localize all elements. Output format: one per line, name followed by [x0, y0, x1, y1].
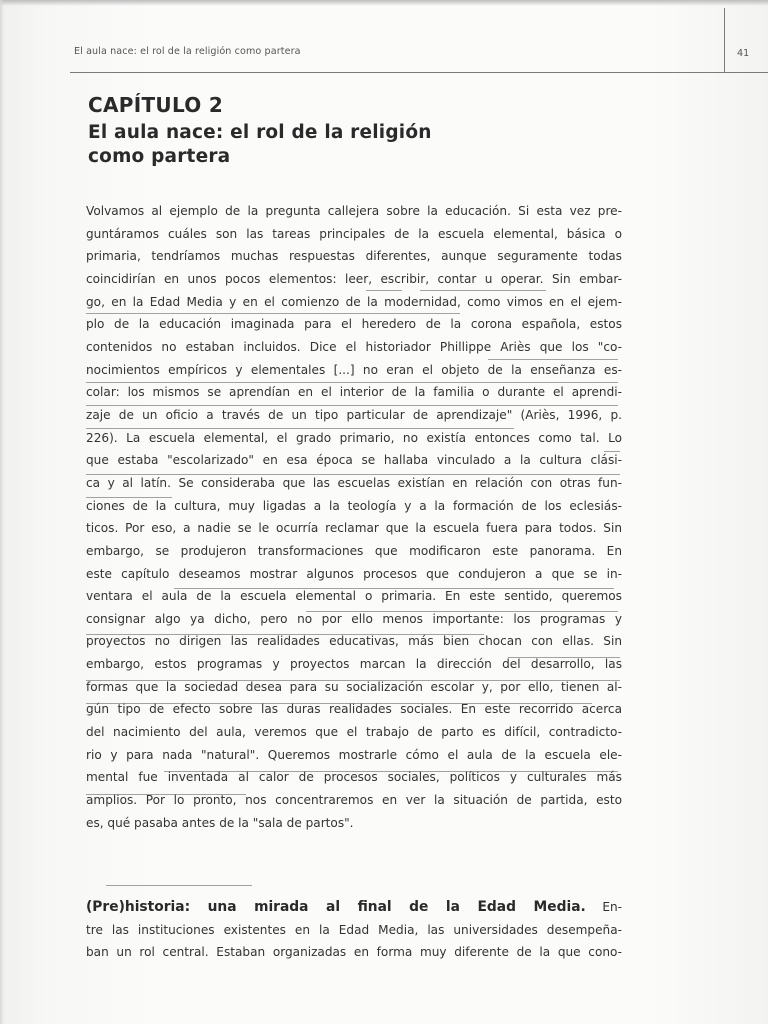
pencil-underline [86, 428, 514, 429]
pencil-underline [86, 703, 592, 704]
body-line: guntáramos cuáles son las tareas principales de la escuela elemental, básica o [86, 226, 622, 241]
page-number: 41 [737, 48, 750, 59]
body-line: formas que la sociedad desea para su socialización escolar y, por ello, tienen al- [86, 679, 622, 694]
section-heading: (Pre)historia: una mirada al final de la Edad Media. [86, 899, 586, 915]
body-line: embargo, estos programas y proyectos marcan la dirección del desarrollo, las [86, 657, 622, 672]
body-line: ciones de la cultura, muy ligadas a la teología y a la formación de los eclesiás- [86, 498, 622, 513]
section-lines [86, 919, 622, 964]
section-line: ban un rol central. Estaban organizadas en forma muy diferente de la que cono- [86, 945, 622, 960]
chapter-label: CAPÍTULO 2 [88, 93, 224, 117]
body-line: plo de la educación imaginada para el heredero de la corona española, estos [86, 317, 622, 332]
body-line: gún tipo de efecto sobre las duras realidades sociales. En este recorrido acerca [86, 702, 622, 717]
body-line: colar: los mismos se aprendían en el interior de la familia o durante el aprendi- [86, 385, 622, 400]
scan-top-shadow [0, 0, 768, 6]
section-paragraph [86, 896, 622, 964]
body-line: nocimientos empíricos y elementales [...] no eran el objeto de la enseñanza es- [86, 362, 622, 377]
body-line: coincidirían en unos pocos elementos: leer, escribir, contar u operar. Sin embar- [86, 271, 622, 286]
pencil-underline [86, 794, 246, 795]
pencil-underline [420, 290, 546, 291]
body-line: proyectos no dirigen las realidades educativas, más bien chocan con ellas. Sin [86, 634, 622, 649]
chapter-title-line-1: El aula nace: el rol de la religión [88, 122, 432, 143]
pencil-underline [174, 588, 614, 589]
body-line: del nacimiento del aula, veremos que el trabajo de parto es difícil, contradicto- [86, 725, 622, 740]
body-line: go, en la Edad Media y en el comienzo de la modernidad, como vimos en el ejem- [86, 294, 622, 309]
body-line: es, qué pasaba antes de la "sala de partos". [86, 815, 354, 830]
pencil-underline [106, 885, 252, 886]
pencil-underline [366, 290, 402, 291]
pencil-underline [164, 771, 618, 772]
running-header: El aula nace: el rol de la religión como partera [74, 46, 301, 57]
body-line: zaje de un oficio a través de un tipo particular de aprendizaje" (Ariès, 1996, p. [86, 407, 622, 422]
body-line: contenidos no estaban incluidos. Dice el historiador Phillippe Ariès que los "co- [86, 339, 622, 354]
header-vertical-rule [724, 8, 725, 72]
body-line: que estaba "escolarizado" en esa época se hallaba vinculado a la cultura clási- [86, 453, 622, 468]
pencil-underline [86, 497, 172, 498]
chapter-title [88, 121, 608, 169]
pencil-underline [86, 405, 618, 406]
body-line: ca y al latín. Se consideraba que las escuelas existían en relación con otras fun- [86, 475, 622, 490]
body-line: ventara el aula de la escuela elemental o primaria. En este sentido, queremos [86, 589, 622, 604]
pencil-underline [86, 313, 460, 314]
body-line: ticos. Por eso, a nadie se le ocurría reclamar que la escuela fuera para todos. Sin [86, 521, 622, 536]
pencil-underline [488, 359, 618, 360]
pencil-underline [86, 634, 484, 635]
chapter-title-line-2: como partera [88, 146, 231, 167]
body-line: amplios. Por lo pronto, nos concentraremos en ver la situación de partida, esto [86, 793, 622, 808]
body-line: mental fue inventada al calor de procesos sociales, políticos y culturales más [86, 770, 622, 785]
pencil-underline [508, 657, 620, 658]
body-line: este capítulo deseamos mostrar algunos procesos que condujeron a que se in- [86, 566, 622, 581]
body-line: 226). La escuela elemental, el grado primario, no existía entonces como tal. Lo [86, 430, 622, 445]
pencil-underline [86, 680, 620, 681]
pencil-underline [86, 382, 618, 383]
pencil-underline [604, 451, 620, 452]
body-line: embargo, se produjeron transformaciones que modificaron este panorama. En [86, 543, 622, 558]
pencil-underline [306, 611, 618, 612]
scan-left-edge [0, 0, 4, 1024]
section-first-line [86, 896, 622, 919]
section-heading-continuation: En- [585, 900, 622, 914]
body-line: rio y para nada "natural". Queremos mostrarle cómo el aula de la escuela ele- [86, 747, 622, 762]
body-paragraph [86, 200, 622, 834]
body-line: Volvamos al ejemplo de la pregunta callejera sobre la educación. Si esta vez pre- [86, 204, 622, 218]
pencil-underline [86, 474, 620, 475]
body-line: primaria, tendríamos muchas respuestas diferentes, aunque seguramente todas [86, 249, 622, 264]
section-line: tre las instituciones existentes en la Edad Media, las universidades desempeña- [86, 922, 622, 937]
header-rule [70, 72, 768, 73]
body-line: consignar algo ya dicho, pero no por ello menos importante: los programas y [86, 611, 622, 626]
